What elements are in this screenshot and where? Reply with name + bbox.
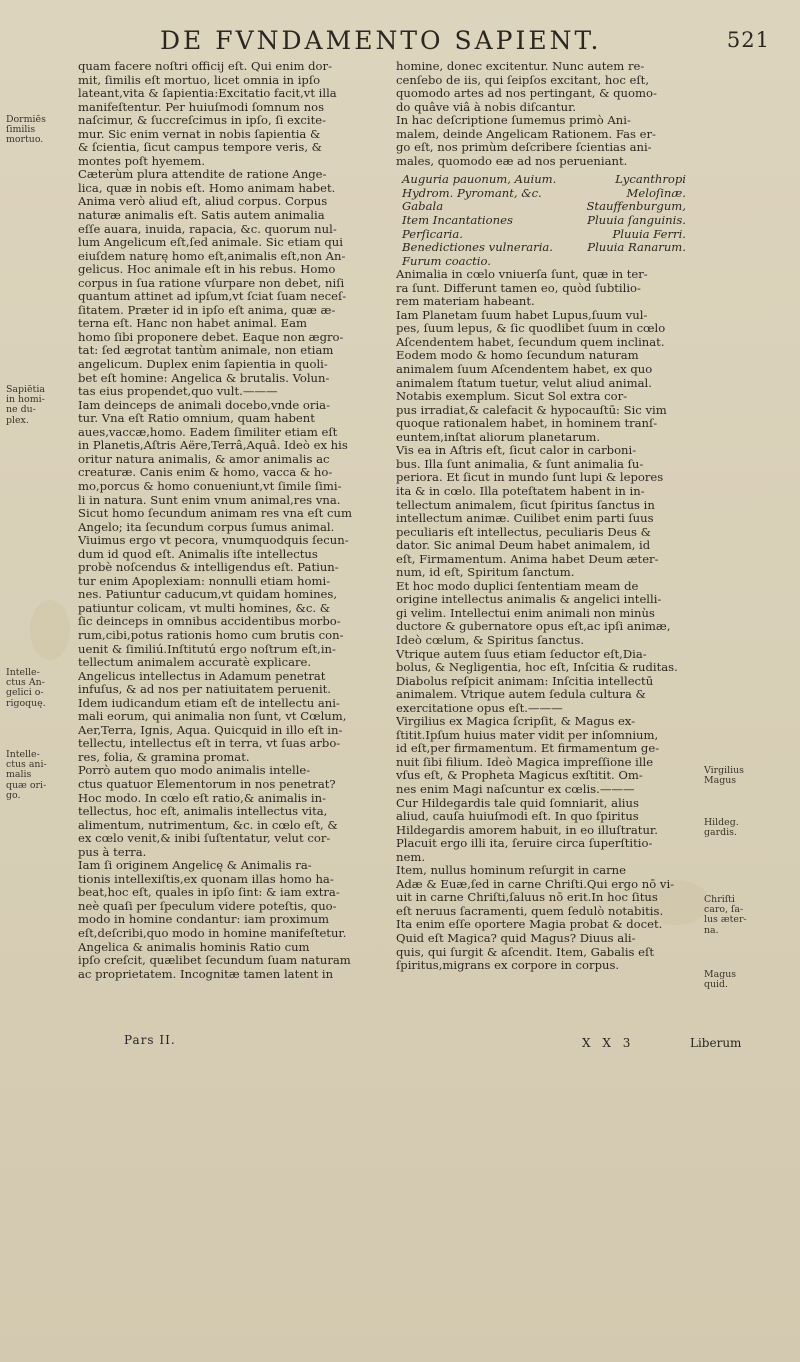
text-line: corpus in ſua ratione vſurpare non debet, niſi [78, 276, 345, 290]
footer-signature: X X 3 [582, 1036, 635, 1050]
text-line: eſſe auara, inuida, rapacia, &c. quorum nul- [78, 222, 337, 236]
text-line: uenit & ſimiliú.Inſtitutú ergo noſtrum eſt,in- [78, 642, 336, 656]
text-line: Eodem modo & homo ſecundum naturam [396, 349, 639, 363]
text-line: Notabis exemplum. Sicut Sol extra cor- [396, 390, 628, 404]
text-line: animalem ſtatum tuetur, velut aliud animal. [396, 376, 652, 390]
text-line: modo in homine condantur: iam proximum [78, 913, 330, 927]
text-line: ita & in cœlo. Illa poteſtatem habent in in- [396, 484, 645, 498]
text-line: tat: ſed ægrotat tantùm animale, non etiam [78, 344, 334, 358]
text-line: mit, ſimilis eſt mortuo, licet omnia in ipſo [78, 73, 321, 87]
text-line: probè noſcendus & intelligendus eſt. Patiun- [78, 561, 339, 575]
text-line: peculiaris eſt intellectus, peculiaris Deus & [396, 525, 651, 539]
right-column-body [396, 268, 692, 972]
text-line: infuſus, & ad nos per natiuitatem peruenit. [78, 683, 331, 697]
margin-note-magus-quid [704, 970, 794, 990]
text-line: & ſcientia, ſicut campus tempore veris, & [78, 141, 323, 155]
text-line: tur enim Apoplexiam: nonnulli etiam homi- [78, 574, 331, 588]
text-line: uit in carne Chriſti,ſaluus nō erit.In hoc ſitus [396, 891, 658, 905]
arts-list-row [396, 200, 692, 214]
text-line: Virgilius ex Magica ſcripſit, & Magus ex- [396, 715, 636, 729]
text-line: intellectum animæ. Cuilibet enim parti ſuus [396, 512, 654, 526]
text-line: tionis intellexiſtis,ex quonam illas homo ha- [78, 872, 334, 886]
text-line: ac proprietatem. Incognitæ tamen latent in [78, 967, 334, 981]
text-line: ſtitit.Ipſum huius mater vidit per inſomnium, [396, 728, 659, 742]
text-line: Et hoc modo duplici ſententiam meam de [396, 579, 639, 593]
text-line: tellectus, hoc eſt, animalis intellectus vita, [78, 805, 328, 819]
text-line: ex cœlo venit,& inibi ſuſtentatur, velut cor- [78, 832, 331, 846]
arts-list-entry: Item Incantationes [402, 213, 513, 228]
right-column-intro [396, 60, 692, 168]
text-line: Placuit ergo illi ita, ſeruire circa ſuperſtitio- [396, 837, 653, 851]
text-line: mur. Sic enim vernat in nobis ſapientia & [78, 127, 321, 141]
text-line: Angelo; ita ſecundum corpus ſumus animal. [78, 520, 335, 534]
text-line: euntem,inſtat aliorum planetarum. [396, 430, 601, 444]
text-line: res, folia, & gramina promat. [78, 750, 250, 764]
right-text-column [396, 60, 692, 973]
margin-note-line: plex. [6, 414, 29, 426]
arts-list-row [396, 241, 692, 255]
text-line: go eſt, nos primùm deſcribere ſcientias ani- [396, 141, 652, 155]
text-line: quam facere noſtri officij eſt. Qui enim dor- [78, 60, 332, 73]
text-line: Viuimus ergo vt pecora, vnumquodquis ſecun- [78, 534, 349, 548]
text-line: Iam Planetam ſuum habet Lupus,ſuum vul- [396, 308, 648, 322]
text-line: ra ſunt. Differunt tamen eo, quòd ſubtilio- [396, 281, 641, 295]
arts-list [396, 173, 692, 268]
margin-note-line: Intelle- [6, 749, 40, 760]
margin-note-line: Chriſti [704, 894, 735, 905]
margin-note-sapientia [6, 385, 68, 426]
text-line: Adæ & Euæ,ſed in carne Chriſti.Qui ergo nō vi- [396, 877, 675, 891]
text-line: quis, qui ſurgit & aſcendit. Item, Gabalis eſt [396, 945, 654, 959]
left-text-column [78, 60, 366, 981]
arts-list-entry: Pluuia ſanguinis. [587, 213, 686, 228]
text-line: terna eſt. Hanc non habet animal. Eam [78, 317, 308, 331]
text-line: animalem. Vtrique autem ſedula cultura & [396, 688, 646, 702]
text-line: Diabolus reſpicit animam: Inſcitia intellectū [396, 674, 654, 688]
text-line: exercitatione opus eſt.——— [396, 701, 563, 715]
text-line: creaturæ. Canis enim & homo, vacca & ho- [78, 466, 333, 480]
text-line: quomodo artes ad nos pertingant, & quomo- [396, 87, 657, 101]
text-line: montes poſt hyemem. [78, 154, 206, 168]
margin-note-line: ſimilis [6, 124, 36, 136]
text-line: lum Angelicum eſt,ſed animale. Sic etiam qui [78, 236, 343, 250]
text-line: gelicus. Hoc animale eſt in his rebus. Homo [78, 263, 336, 277]
text-line: do quâve viâ à nobis diſcantur. [396, 100, 577, 114]
margin-note-virgilius [704, 766, 794, 786]
margin-note-christi-caro [704, 895, 794, 936]
text-line: Anima verò aliud eſt, aliud corpus. Corpus [78, 195, 328, 209]
text-line: Vtrique autem ſuus etiam ſeductor eſt,Dia- [396, 647, 647, 661]
margin-note-line: Magus [704, 775, 737, 787]
text-line: malem, deinde Angelicam Rationem. Fas er- [396, 127, 656, 141]
text-line: Idem iudicandum etiam eſt de intellectu ani- [78, 696, 340, 710]
text-line: id eſt,per firmamentum. Et firmamentum ge- [396, 742, 660, 756]
page-header [160, 26, 770, 60]
text-line: pes, ſuum lepus, & ſic quodlibet ſuum in cœlo [396, 322, 666, 336]
margin-note-line: mortuo. [6, 134, 44, 146]
margin-note-line: Dormiēs [6, 114, 46, 125]
text-line: Aer,Terra, Ignis, Aqua. Quicquid in illo eſt in- [78, 723, 343, 737]
text-line: lica, quæ in nobis eſt. Homo animam habet. [78, 181, 336, 195]
text-line: dum id quod eſt. Animalis iſte intellectus [78, 547, 318, 561]
text-line: Ideò cœlum, & Spiritus ſanctus. [396, 633, 585, 647]
text-line: ſic deinceps in omnibus accidentibus morbo- [78, 615, 341, 629]
arts-list-entry: Gabala [402, 199, 444, 214]
text-line: nes enim Magi naſcuntur ex cœlis.——— [396, 782, 635, 796]
arts-list-entry: Pluuia Ferri. [612, 226, 686, 241]
text-line: eſt,deſcribi,quo modo in homine manifeſtetur. [78, 927, 347, 940]
text-line: origine intellectus animalis & angelici intelli- [396, 593, 662, 607]
arts-list-row [396, 228, 692, 242]
arts-list-row [396, 255, 692, 269]
text-line: alimentum, nutrimentum, &c. in cœlo eſt, & [78, 818, 338, 832]
text-line: homine, donec excitentur. Nunc autem re- [396, 60, 645, 73]
text-line: eſt neruus ſacramenti, quem ſedulò notabitis. [396, 904, 664, 918]
text-line: Sicut homo ſecundum animam res vna eſt cum [78, 507, 352, 521]
text-line: vſus eſt, & Propheta Magicus exſtitit. Om- [396, 769, 643, 783]
margin-note-intellectus-animalis [6, 750, 68, 801]
text-line: homo ſibi proponere debet. Eaque non ægro- [78, 330, 344, 344]
text-line: eſt, Firmamentum. Anima habet Deum æter- [396, 552, 659, 566]
text-line: aliud, cauſa huiuſmodi eſt. In quo ſpiritus [396, 810, 639, 824]
running-title: DE FVNDAMENTO SAPIENT. [160, 26, 602, 55]
text-line: Cur Hildegardis tale quid ſomniarit, alius [396, 796, 639, 810]
text-line: bolus, & Negligentia, hoc eſt, Inſcitia & ruditas. [396, 661, 678, 675]
margin-note-intellectus-angelici [6, 668, 68, 709]
text-line: naturæ animalis eſt. Satis autem animalia [78, 209, 325, 223]
paper-stain [30, 600, 70, 660]
text-line: Aſcendentem habet, ſecundum quem inclinat. [396, 335, 665, 349]
margin-note-line: ne du- [6, 404, 36, 416]
text-line: animalem ſuum Aſcendentem habet, ex quo [396, 363, 653, 377]
text-line: ſitatem. Præter id in ipſo eſt anima, quæ æ- [78, 303, 336, 317]
page-number: 521 [726, 28, 770, 52]
text-line: Porrò autem quo modo animalis intelle- [78, 764, 311, 778]
text-line: manifeſtentur. Per huiuſmodi ſomnum nos [78, 100, 325, 114]
text-line: Vis ea in Aſtris eſt, ſicut calor in carboni- [396, 444, 637, 458]
arts-list-entry: Furum coactio. [402, 253, 491, 268]
text-line: naſcimur, & ſuccreſcimus in ipſo, ſi excite- [78, 114, 327, 128]
margin-note-line: Virgilius [704, 765, 744, 776]
margin-note-line: ctus ani- [6, 759, 47, 771]
text-line: rum,cibi,potus rationis homo cum brutis con- [78, 628, 344, 642]
text-line: males, quomodo eæ ad nos perueniant. [396, 154, 628, 168]
margin-note-dormiens [6, 115, 68, 146]
text-line: in Planetis,Aſtris Aëre,Terrâ,Aquâ. Ideò ex his [78, 439, 348, 453]
text-line: tellectum animalem, ſicut ſpiritus ſanctus in [396, 498, 655, 512]
text-line: ſpiritus,migrans ex corpore in corpus. [396, 959, 620, 973]
text-line: Ita enim eſſe oportere Magia probat & docet. [396, 918, 663, 932]
text-line: eiuſdem naturę homo eſt,animalis eſt,non An- [78, 249, 346, 263]
text-line: quoque rationalem habet, in hominem tranſ- [396, 417, 658, 431]
arts-list-entry: Pluuia Ranarum. [587, 240, 686, 255]
text-line: Iam ſi originem Angelicę & Animalis ra- [78, 859, 312, 873]
text-line: pus à terra. [78, 845, 147, 859]
text-line: periora. Et ſicut in mundo ſunt lupi & lepores [396, 471, 664, 485]
text-line: num, id eſt, Spiritum ſanctum. [396, 566, 575, 580]
text-line: beat,hoc eſt, quales in ipſo ſint: & iam extra- [78, 886, 340, 900]
text-line: Quid eſt Magica? quid Magus? Diuus ali- [396, 932, 636, 945]
margin-note-hildegardis [704, 818, 794, 838]
text-line: bus. Illa ſunt animalia, & ſunt animalia ſu- [396, 457, 644, 471]
text-line: oritur natura animalis, & amor animalis ac [78, 452, 330, 466]
text-line: aues,vaccæ,homo. Eadem ſimiliter etiam eſt [78, 425, 338, 439]
text-line: tellectu, intellectus eſt in terra, vt ſuas arbo- [78, 737, 341, 751]
margin-note-line: in homi- [6, 394, 45, 406]
text-line: mali eorum, qui animalia non ſunt, vt Cœlum, [78, 710, 347, 724]
arts-list-row [396, 187, 692, 201]
arts-list-entry: Stauffenburgum, [586, 199, 686, 214]
margin-note-line: Hildeg. [704, 817, 739, 828]
text-line: quantum attinet ad ipſum,vt ſciat ſuam neceſ- [78, 290, 347, 304]
margin-note-line: quid. [704, 979, 729, 991]
text-line: rem materiam habeant. [396, 295, 535, 309]
margin-note-line: lus æter- [704, 914, 747, 926]
text-line: Hildegardis amorem habuit, in eo illuſtratur. [396, 823, 658, 837]
text-line: Animalia in cœlo vniuerſa ſunt, quæ in ter- [396, 268, 648, 282]
margin-note-line: Magus [704, 969, 737, 980]
text-line: neè quaſi per ſpeculum videre poteſtis, quo- [78, 899, 337, 913]
text-line: tas eius propendet,quo vult.——— [78, 385, 278, 399]
text-line: lateant,vita & ſapientia:Excitatio facit,vt illa [78, 87, 337, 101]
text-line: Angelica & animalis hominis Ratio cum [78, 940, 310, 954]
text-line: Cæterùm plura attendite de ratione Ange- [78, 168, 327, 182]
margin-note-line: gelici o- [6, 687, 44, 699]
arts-list-entry: Perſicaria. [402, 226, 463, 241]
text-line: dator. Sic animal Deum habet animalem, id [396, 539, 651, 553]
arts-list-row [396, 214, 692, 228]
text-line: mo,porcus & homo conueniunt,vt ſimile ſimi- [78, 479, 342, 493]
footer-catchword: Liberum [690, 1036, 742, 1050]
text-line: nem. [396, 850, 426, 864]
margin-note-line: gardis. [704, 827, 737, 839]
text-line: Item, nullus hominum reſurgit in carne [396, 864, 626, 878]
text-line: ductore & gubernatore opus eſt,ac ipſi animæ, [396, 620, 671, 634]
text-line: tur. Vna eſt Ratio omnium, quam habent [78, 412, 315, 426]
text-line: bet eſt homine: Angelica & brutalis. Volun- [78, 371, 330, 385]
margin-note-line: na. [704, 924, 719, 936]
margin-note-line: go. [6, 789, 21, 801]
arts-list-entry: Hydrom. Pyromant, &c. [402, 185, 542, 200]
text-line: gi velim. Intellectui enim animali non minùs [396, 606, 655, 620]
arts-list-entry: Auguria pauonum, Auium. [402, 172, 557, 187]
text-line: nuit ſibi filium. Ideò Magica impreſſione ille [396, 755, 654, 769]
text-line: tellectum animalem accuratè explicare. [78, 656, 312, 670]
text-line: Iam deinceps de animali docebo,vnde oria- [78, 398, 330, 412]
text-line: cenſebo de iis, qui ſeipſos excitant, hoc eſt, [396, 73, 650, 87]
margin-note-line: Sapiētia [6, 384, 45, 395]
text-line: ctus quatuor Elementorum in nos penetrat? [78, 777, 336, 791]
text-line: ipſo creſcit, quælibet ſecundum ſuam naturam [78, 954, 351, 968]
text-line: angelicum. Duplex enim ſapientia in quoli- [78, 358, 328, 372]
margin-note-line: caro, ſa- [704, 904, 744, 916]
text-line: Hoc modo. In cœlo eſt ratio,& animalis in- [78, 791, 326, 805]
arts-list-row [396, 173, 692, 187]
text-line: Angelicus intellectus in Adamum penetrat [78, 669, 326, 683]
margin-note-line: rigoquę. [6, 697, 46, 709]
margin-note-line: ctus An- [6, 677, 45, 689]
margin-note-line: malis [6, 769, 32, 781]
margin-note-line: quæ ori- [6, 779, 47, 791]
arts-list-entry: Lycanthropi [615, 172, 686, 187]
arts-list-entry: Benedictiones vulneraria. [402, 240, 553, 255]
margin-note-line: Intelle- [6, 667, 40, 678]
text-line: pus irradiat,& calefacit & hypocauſtū: Sic vim [396, 403, 667, 417]
text-line: patiuntur colicam, vt multi homines, &c. & [78, 601, 331, 615]
footer-part: Pars II. [124, 1033, 176, 1047]
text-line: nes. Patiuntur caducum,vt quidam homines, [78, 588, 338, 602]
arts-list-entry: Meloſinæ. [626, 185, 686, 200]
text-line: In hac deſcriptione ſumemus primò Ani- [396, 114, 631, 128]
text-line: li in natura. Sunt enim vnum animal,res vna. [78, 493, 341, 507]
